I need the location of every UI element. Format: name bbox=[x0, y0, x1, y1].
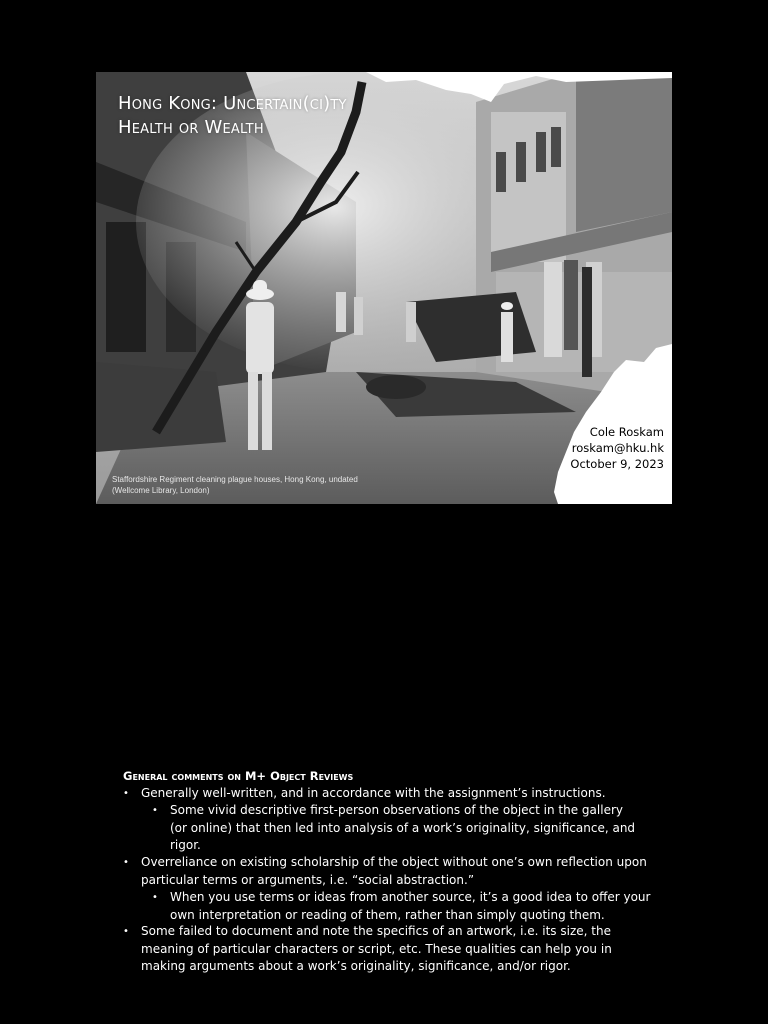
bullet-icon: • bbox=[123, 926, 129, 937]
photo-caption bbox=[112, 474, 358, 496]
comments-slide bbox=[96, 760, 672, 990]
presentation-date: October 9, 2023 bbox=[570, 457, 664, 471]
bullet-text: Generally well-written, and in accordance with the assignment’s instructions. bbox=[141, 786, 606, 800]
bullet-item-1 bbox=[123, 785, 643, 803]
title-slide bbox=[96, 72, 672, 504]
bullet-item-3 bbox=[123, 854, 648, 889]
bullet-text: Some vivid descriptive first-person observations of the object in the gallery (or online) that then led into analysis of a work’s originality, significance, and rigor. bbox=[170, 803, 636, 852]
caption-line-1: Staffordshire Regiment cleaning plague houses, Hong Kong, undated bbox=[112, 475, 358, 484]
bullet-text: When you use terms or ideas from another source, it’s a good idea to offer your own interpretation or reading of them, rather than simply quoting them. bbox=[170, 890, 651, 922]
bullet-item-2 bbox=[152, 802, 642, 855]
bullet-icon: • bbox=[152, 892, 158, 903]
bullet-icon: • bbox=[123, 788, 129, 799]
title-line-2: Health or Wealth bbox=[118, 117, 264, 138]
slide-heading: General comments on M+ Object Reviews bbox=[123, 769, 354, 783]
caption-line-2: (Wellcome Library, London) bbox=[112, 486, 210, 495]
slide-title bbox=[118, 92, 347, 140]
bullet-item-4 bbox=[152, 889, 652, 924]
bullet-item-5 bbox=[123, 923, 651, 976]
author-email: roskam@hku.hk bbox=[571, 441, 664, 455]
author-name: Cole Roskam bbox=[589, 425, 664, 439]
title-line-1: Hong Kong: Uncertain(ci)ty bbox=[118, 93, 347, 114]
bullet-text: Some failed to document and note the specifics of an artwork, i.e. its size, the meaning of particular characters or script, etc. These qualities can help you in making arguments about a work’s originality, significance, and/or rigor. bbox=[141, 924, 612, 973]
bullet-icon: • bbox=[123, 857, 129, 868]
bullet-icon: • bbox=[152, 805, 158, 816]
author-block bbox=[570, 424, 664, 472]
bullet-text: Overreliance on existing scholarship of the object without one’s own reflection upon particular terms or arguments, i.e. “social abstraction.” bbox=[141, 855, 647, 887]
